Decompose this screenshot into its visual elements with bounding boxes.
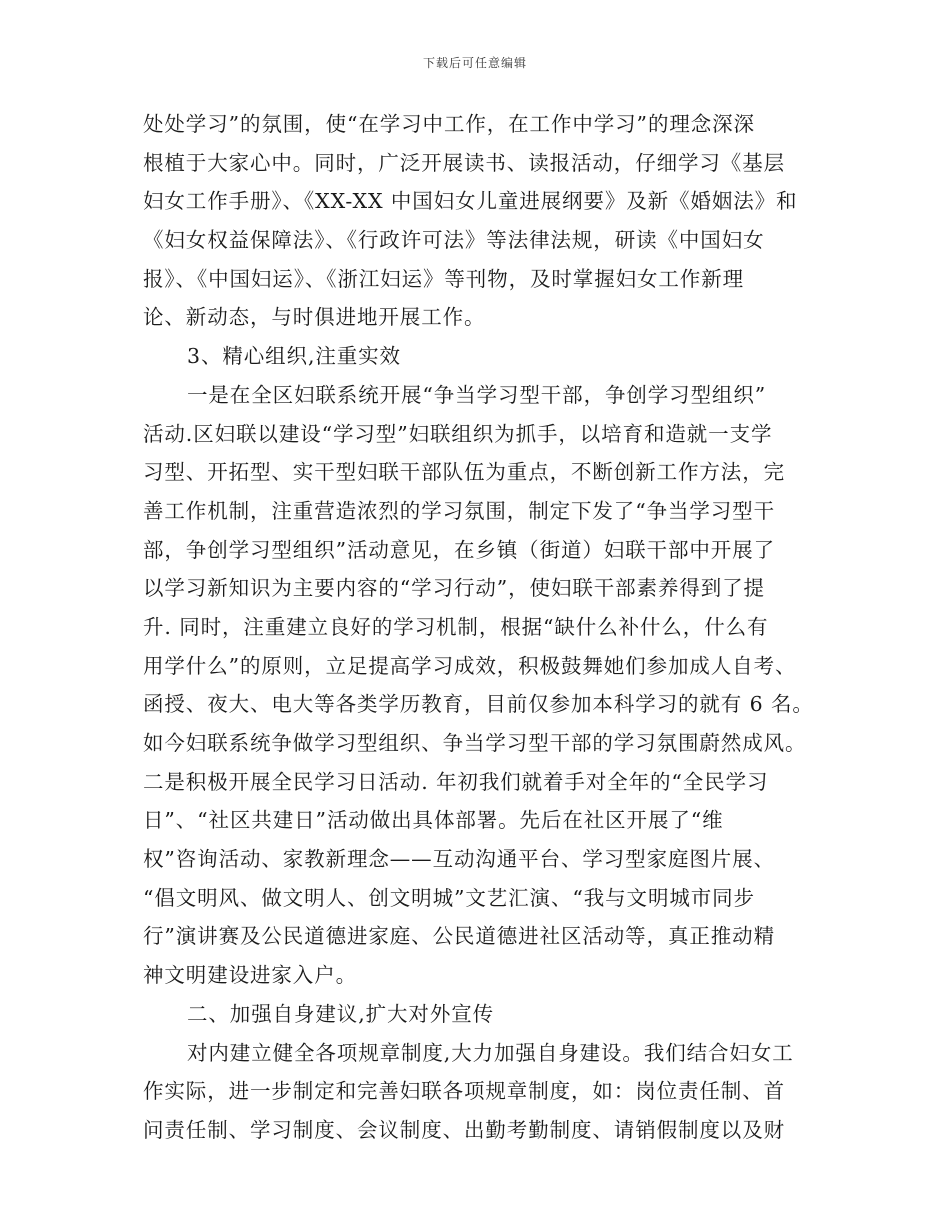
text-line: 《妇女权益保障法》、《行政许可法》等法律法规，研读《中国妇女 [143,228,765,253]
text-line: 3、精心组织,注重实效 [187,344,401,369]
text-line: “倡文明风、做文明人、创文明城”文艺汇演、“我与文明城市同步 [143,885,755,910]
text-line: 如今妇联系统争做学习型组织、争当学习型干部的学习氛围蔚然成风。 [143,731,807,755]
text-line: 论、新动态，与时俱进地开展工作。 [143,305,486,330]
text-line: 报》、《中国妇运》、《浙江妇运》等刊物，及时掌握妇女工作新理 [143,266,744,291]
text-line: 二是积极开展全民学习日活动. 年初我们就着手对全年的“全民学习 [143,769,769,794]
text-line: 活动.区妇联以建设“学习型”妇联组织为抓手，以培育和造就一支学 [143,421,773,446]
text-line: 作实际，进一步制定和完善妇联各项规章制度，如：岗位责任制、首 [143,1079,785,1104]
text-line: 函授、夜大、电大等各类学历教育，目前仅参加本科学习的就有 6 名。 [143,692,814,717]
text-line: 部，争创学习型组织”活动意见，在乡镇（街道）妇联干部中开展了 [143,537,775,562]
document-body [143,105,813,1150]
text-line: 行”演讲赛及公民道德进家庭、公民道德进社区活动等，真正推动精 [143,924,775,949]
text-line: 一是在全区妇联系统开展“争当学习型干部，争创学习型组织” [187,382,767,407]
text-line: 善工作机制，注重营造浓烈的学习氛围，制定下发了“争当学习型干 [143,498,775,523]
text-line: 升. 同时，注重建立良好的学习机制，根据“缺什么补什么，什么有 [143,614,769,639]
text-line: 根植于大家心中。同时，广泛开展读书、读报活动，仔细学习《基层 [143,150,785,175]
text-line: 以学习新知识为主要内容的“学习行动”，使妇联干部素养得到了提 [143,576,765,601]
text-line: 神文明建设进家入户。 [143,963,357,988]
text-line: 日”、“社区共建日”活动做出具体部署。先后在社区开展了“维 [143,808,724,833]
text-line: 对内建立健全各项规章制度,大力加强自身建设。我们结合妇女工 [187,1040,794,1065]
text-line: 权”咨询活动、家教新理念——互动沟通平台、学习型家庭图片展、 [143,847,775,872]
text-line: 处处学习”的氛围，使“在学习中工作，在工作中学习”的理念深深 [143,112,755,136]
text-line: 问责任制、学习制度、会议制度、出勤考勤制度、请销假制度以及财 [143,1117,785,1142]
text-line: 习型、开拓型、实干型妇联干部队伍为重点，不断创新工作方法，完 [143,460,785,485]
text-line: 二、加强自身建议,扩大对外宣传 [187,1001,495,1026]
page-header: 下载后可任意编辑 [422,56,527,70]
text-line: 妇女工作手册》、《XX-XX 中国妇女儿童进展纲要》及新《婚姻法》和 [143,189,798,214]
text-line: 用学什么”的原则，立足提高学习成效，积极鼓舞她们参加成人自考、 [143,653,797,678]
